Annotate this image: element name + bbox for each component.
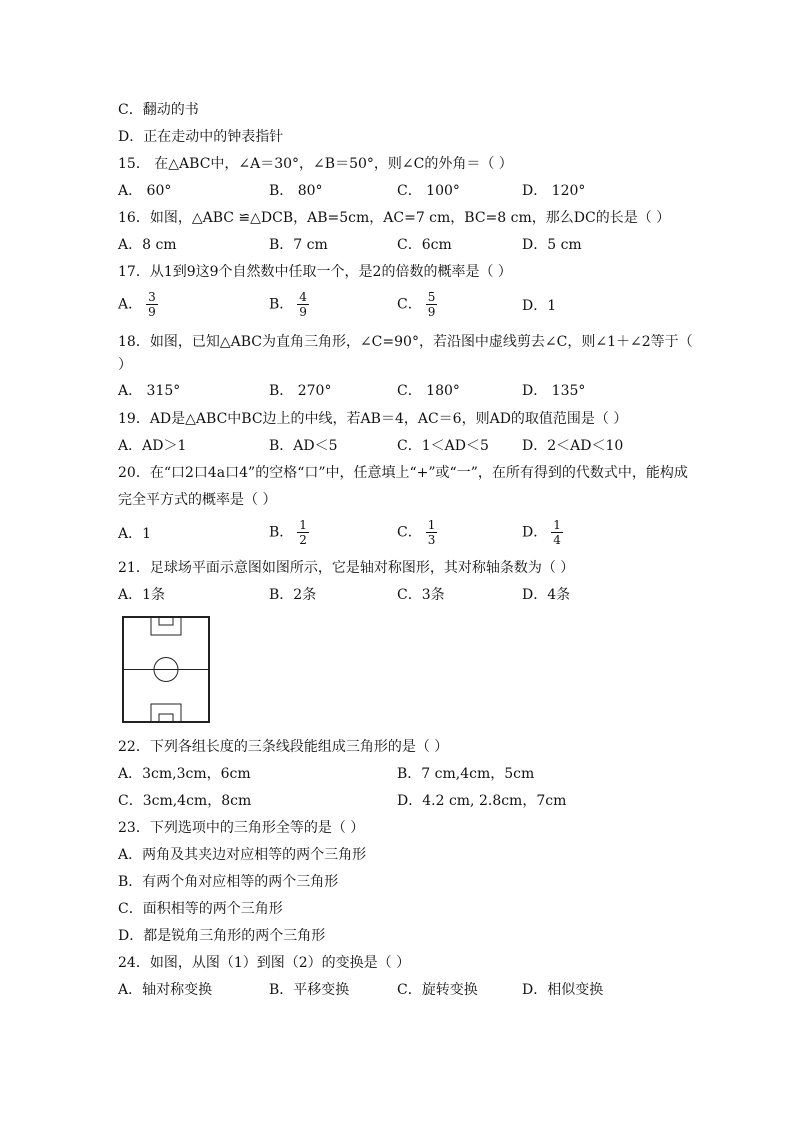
numerator: 1	[427, 518, 436, 532]
top-penalty-area	[151, 617, 181, 635]
q21-option-b: B．2条	[269, 587, 317, 603]
question-16: 16．如图，△ABC ≌△DCB，AB=5cm，AC=7 cm，BC=8 cm，那么DC的长是（ ）	[118, 210, 671, 226]
q16-option-c: C．6cm	[397, 237, 452, 253]
question-20: 20．在“口2口4a口4”的空格“口”中，任意填上“+”或“一”，在所有得到的代数式中，能构成	[118, 465, 688, 481]
q18-option-b: B． 270°	[269, 383, 332, 399]
question-21: 21．足球场平面示意图如图所示，它是轴对称图形，其对称轴条数为（ ）	[118, 560, 575, 576]
fraction	[426, 290, 438, 319]
q15-option-b: B． 80°	[269, 183, 323, 199]
q19-option-b: B．AD＜5	[269, 438, 338, 454]
q20-option-c	[397, 518, 437, 547]
numerator: 5	[427, 290, 436, 304]
q17-option-b-label: B．	[269, 296, 294, 313]
q22-option-b: B．7 cm,4cm，5cm	[397, 766, 535, 782]
q24-option-b: B．平移变换	[269, 982, 350, 998]
q23-option-d: D．都是锐角三角形的两个三角形	[118, 928, 326, 944]
q23-option-c: C．面积相等的两个三角形	[118, 901, 283, 917]
q16-option-a: A．8 cm	[118, 237, 177, 253]
q23-option-b: B．有两个角对应相等的两个三角形	[118, 874, 339, 890]
question-18: 18．如图，已知△ABC为直角三角形，∠C=90°，若沿图中虚线剪去∠C，则∠1＋∠2等于（	[118, 334, 693, 350]
question-24: 24．如图，从图（1）到图（2）的变换是（ ）	[118, 955, 411, 971]
q18-option-d: D． 135°	[522, 383, 586, 399]
q24-option-c: C．旋转变换	[397, 982, 478, 998]
fraction	[426, 518, 438, 547]
q17-option-c-label: C．	[397, 296, 422, 313]
option-line-c-book: C．翻动的书	[118, 102, 199, 118]
q21-option-d: D．4条	[522, 587, 571, 603]
denominator: 9	[427, 305, 436, 319]
q17-option-d: D．1	[522, 298, 557, 314]
q22-option-a: A．3cm,3cm，6cm	[118, 766, 251, 782]
question-17: 17．从1到9这9个自然数中任取一个，是2的倍数的概率是（ ）	[118, 264, 512, 280]
q22-option-d: D．4.2 cm, 2.8cm，7cm	[397, 793, 567, 809]
soccer-field-diagram	[122, 616, 210, 723]
q23-option-a: A．两角及其夹边对应相等的两个三角形	[118, 847, 367, 863]
question-20-continued: 完全平方式的概率是（ ）	[118, 492, 277, 508]
q21-option-a: A．1条	[118, 587, 166, 603]
question-18-continued: ）	[118, 357, 132, 373]
bottom-penalty-area	[151, 704, 181, 722]
question-23: 23．下列选项中的三角形全等的是（ ）	[118, 820, 365, 836]
denominator: 9	[148, 305, 156, 319]
fraction	[146, 290, 158, 319]
q18-option-c: C． 180°	[397, 383, 460, 399]
q20-option-b	[269, 518, 309, 547]
fraction	[551, 518, 563, 547]
denominator: 9	[299, 305, 307, 319]
q24-option-d: D．相似变换	[522, 982, 604, 998]
q17-option-b	[269, 290, 309, 319]
q20-option-c-label: C．	[397, 524, 422, 541]
q20-option-d	[522, 518, 563, 547]
q20-option-d-label: D．	[522, 524, 548, 541]
q20-option-b-label: B．	[269, 524, 294, 541]
numerator: 3	[148, 290, 156, 304]
question-15: 15． 在△ABC中，∠A＝30°，∠B＝50°，则∠C的外角＝（ ）	[118, 156, 513, 172]
top-goal-area	[159, 617, 173, 625]
fraction	[297, 290, 309, 319]
q17-option-c	[397, 290, 437, 319]
q22-option-c: C．3cm,4cm，8cm	[118, 793, 252, 809]
q15-option-d: D． 120°	[522, 183, 586, 199]
numerator: 4	[299, 290, 307, 304]
q20-option-a: A．1	[118, 526, 152, 542]
denominator: 4	[553, 533, 561, 547]
q16-option-d: D．5 cm	[522, 237, 582, 253]
q19-option-c: C．1＜AD＜5	[397, 438, 489, 454]
bottom-goal-area	[159, 714, 173, 722]
question-19: 19．AD是△ABC中BC边上的中线，若AB＝4，AC＝6，则AD的取值范围是（ ）	[118, 411, 628, 427]
q17-option-a	[118, 290, 158, 319]
denominator: 3	[427, 533, 436, 547]
q19-option-a: A．AD＞1	[118, 438, 187, 454]
question-22: 22．下列各组长度的三条线段能组成三角形的是（ ）	[118, 739, 449, 755]
q19-option-d: D．2＜AD＜10	[522, 438, 624, 454]
q15-option-a: A． 60°	[118, 183, 172, 199]
denominator: 2	[299, 533, 307, 547]
q18-option-a: A． 315°	[118, 383, 181, 399]
fraction	[297, 518, 309, 547]
numerator: 1	[299, 518, 307, 532]
option-line-d-clock: D．正在走动中的钟表指针	[118, 129, 284, 145]
q17-option-a-label: A．	[118, 296, 143, 313]
q15-option-c: C． 100°	[397, 183, 460, 199]
q24-option-a: A．轴对称变换	[118, 982, 213, 998]
numerator: 1	[553, 518, 561, 532]
q16-option-b: B．7 cm	[269, 237, 328, 253]
q21-option-c: C．3条	[397, 587, 445, 603]
